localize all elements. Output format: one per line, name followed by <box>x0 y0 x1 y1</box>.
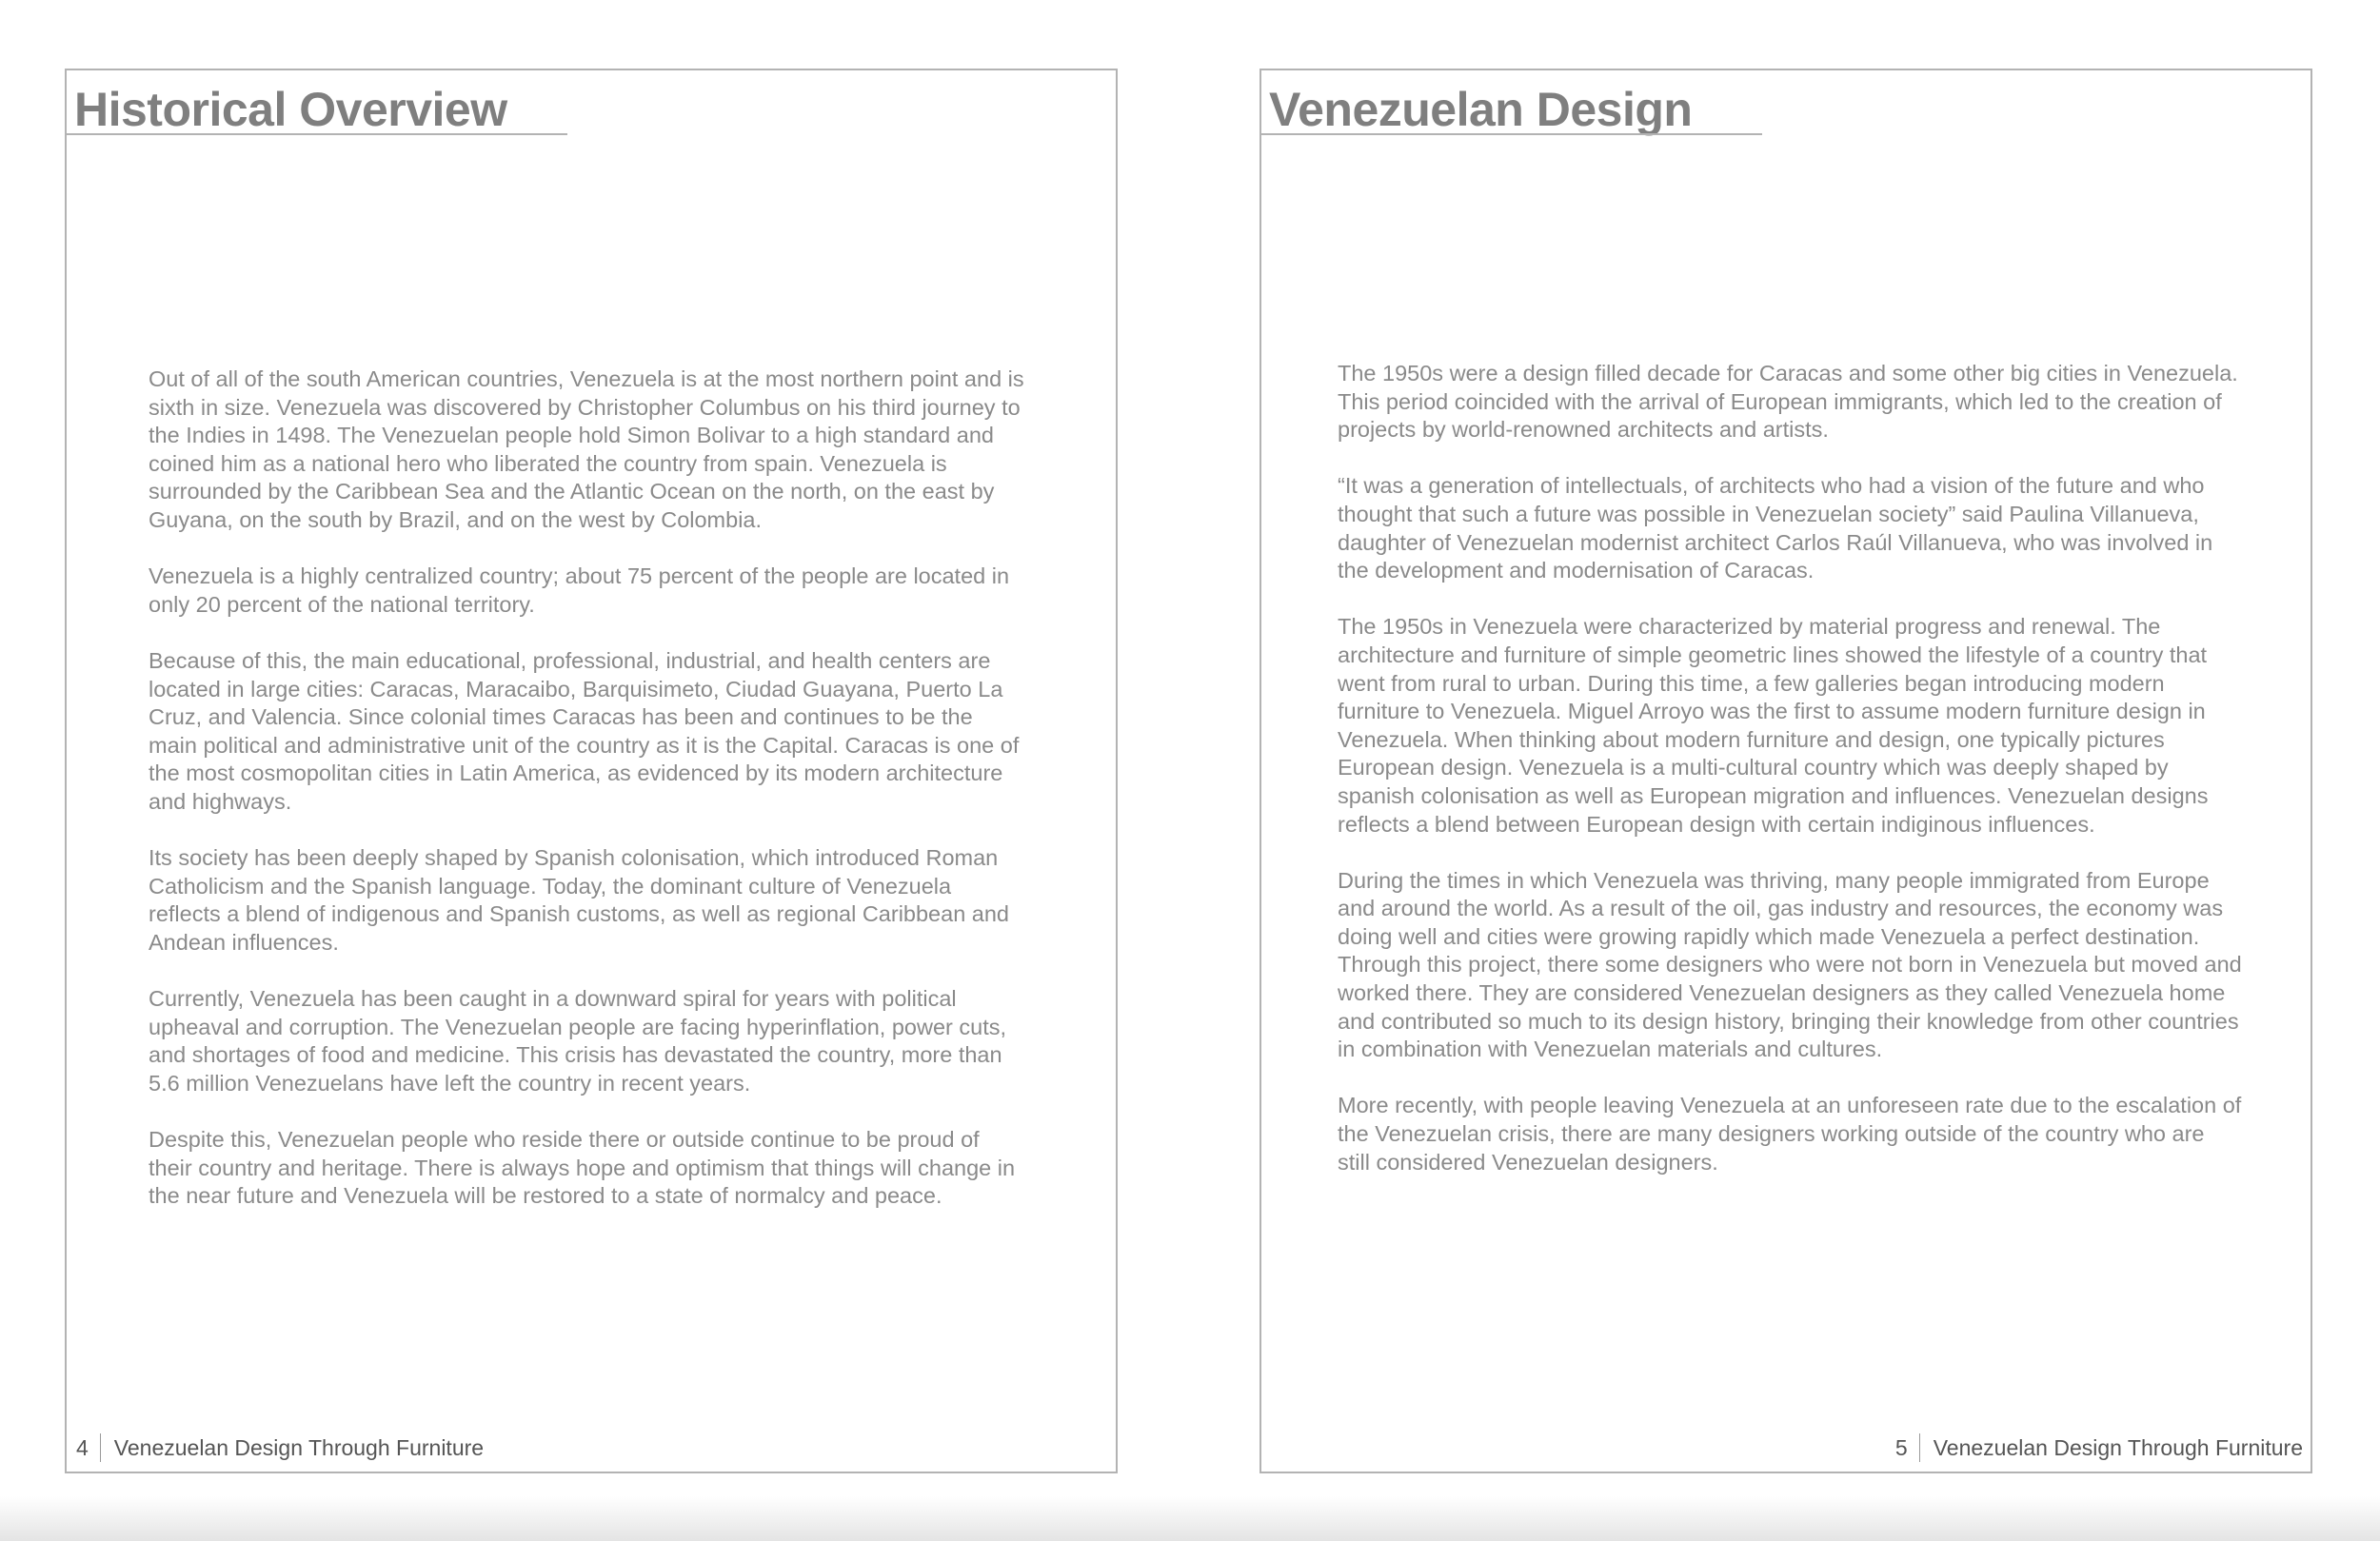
paragraph: Its society has been deeply shaped by Spanish colonisation, which introduced Roman Catholicism and the Spanish language. Today, the dominant culture of Venezuela reflects a blend of indigenous and Spanish customs, as well as regional Caribbean and Andean influences. <box>149 845 1010 955</box>
page-title: Historical Overview <box>74 83 507 136</box>
footer-title: Venezuelan Design Through Furniture <box>1933 1434 2303 1460</box>
page-left <box>65 69 1118 1473</box>
page-footer <box>1895 1432 2303 1464</box>
footer-divider <box>100 1433 101 1462</box>
paragraph: Because of this, the main educational, professional, industrial, and health centers are located in large cities: Caracas, Maracaibo, Barquisimeto, Ciudad Guayana, Puerto La Cruz, and Valencia. Since colonial times Caracas has been and continues to be the main political and administrative unit of the country as it is the Capital. Caracas is one of the most cosmopolitan cities in Latin America, as evidenced by its modern architecture and highways. <box>149 647 1020 814</box>
page-number: 4 <box>76 1434 89 1460</box>
paragraph: The 1950s in Venezuela were characterized by material progress and renewal. The architecture and furniture of simple geometric lines showed the lifestyle of a country that went from rural to urban. During this time, a few galleries began introducing modern furniture to Venezuela. Miguel Arroyo was the first to assume modern furniture design in Venezuela. When thinking about modern furniture and design, one typically pictures European design. Venezuela is a multi-cultural country which was deeply shaped by spanish colonisation as well as European migration and influences. Venezuelan designs reflects a blend between European design with certain indiginous influences. <box>1338 614 2209 837</box>
footer-divider <box>1919 1433 1920 1462</box>
paragraph: More recently, with people leaving Venezuela at an unforeseen rate due to the escalation of the Venezuelan crisis, there are many designers working outside of the country who are still considered Venezuelan designers. <box>1338 1093 2242 1175</box>
page-footer <box>76 1432 484 1464</box>
paragraph: Venezuela is a highly centralized country; about 75 percent of the people are located in only 20 percent of the national territory. <box>149 563 1010 617</box>
paragraph: Currently, Venezuela has been caught in a downward spiral for years with political upheaval and corruption. The Venezuelan people are facing hyperinflation, power cuts, and shortages of food and medicine. This crisis has devastated the country, more than 5.6 million Venezuelans have left the country in recent years. <box>149 986 1007 1096</box>
footer-title: Venezuelan Design Through Furniture <box>113 1434 485 1460</box>
paragraph: “It was a generation of intellectuals, of architects who had a vision of the future and who thought that such a future was possible in Venezuelan society” said Paulina Villanueva, daughter of Venezuelan modernist architect Carlos Raúl Villanueva, who was involved in the development and modernisation of Caracas. <box>1338 473 2213 583</box>
title-underline <box>67 133 567 135</box>
body-text <box>1338 360 2242 1205</box>
page-title: Venezuelan Design <box>1269 83 1693 136</box>
title-underline <box>1261 133 1762 135</box>
page-number: 5 <box>1894 1434 1908 1460</box>
paragraph: During the times in which Venezuela was thriving, many people immigrated from Europe and around the world. As a result of the oil, gas industry and resources, the economy was doing well and cities were growing rapidly which made Venezuela a perfect destination. Through this project, there some designers who were not born in Venezuela but moved and worked there. They are considered Venezuelan designers as they called Venezuela home and contributed so much to its design history, bringing their knowledge from other countries in combination with Venezuelan materials and cultures. <box>1338 867 2242 1062</box>
body-text <box>149 365 1024 1238</box>
paragraph: The 1950s were a design filled decade for Caracas and some other big cities in Venezuela. This period coincided with the arrival of European immigrants, which led to the creation of projects by world-renowned architects and artists. <box>1338 361 2238 443</box>
page-right <box>1259 69 2312 1473</box>
paragraph: Despite this, Venezuelan people who reside there or outside continue to be proud of their country and heritage. There is always hope and optimism that things will change in the near future and Venezuela will be restored to a state of normalcy and peace. <box>149 1127 1016 1209</box>
viewer-bottom-shadow <box>0 1496 2380 1541</box>
paragraph: Out of all of the south American countries, Venezuela is at the most northern point and is sixth in size. Venezuela was discovered by Christopher Columbus on his third journey to the Indies in 1498. The Venezuelan people hold Simon Bolivar to a high standard and coined him as a national hero who liberated the country from spain. Venezuela is surrounded by the Caribbean Sea and the Atlantic Ocean on the north, on the east by Guyana, on the south by Brazil, and on the west by Colombia. <box>149 366 1024 532</box>
